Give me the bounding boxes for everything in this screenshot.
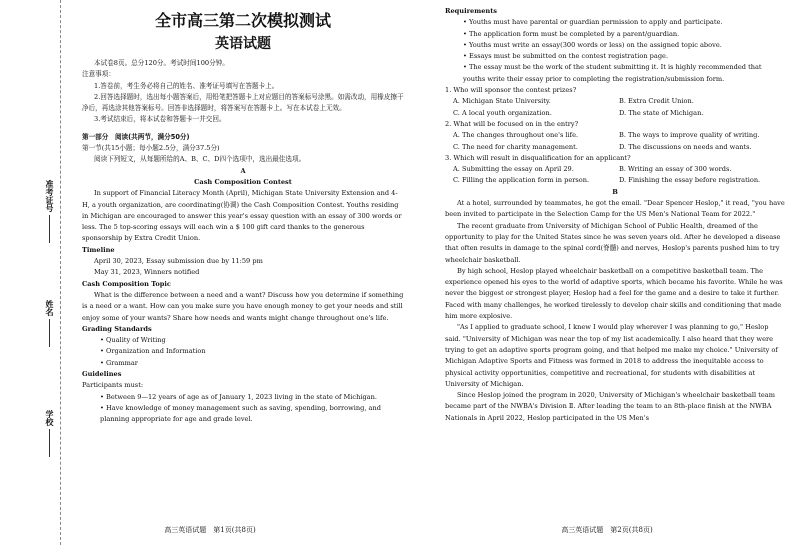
notice-heading: 注意事项： <box>82 70 115 79</box>
timeline-heading: Timeline <box>82 245 115 254</box>
timeline-item: May 31, 2023, Winners notified <box>94 268 200 277</box>
option: C. A local youth organization. <box>453 108 552 117</box>
exam-subject-title: 英语试题 <box>215 36 271 52</box>
name-label: 姓名 <box>44 300 55 347</box>
passage-letter: A <box>240 166 246 175</box>
option: D. Finishing the essay before registration. <box>619 176 761 185</box>
topic-text: What is the difference between a need and a want? Discuss how you determine if something is a need or a want. How can you make sure you have enough money to get your needs and still enjoy some of your wants? Share how needs and wants might change throughout one's life. <box>82 290 404 322</box>
passage-title: Cash Composition Contest <box>194 177 292 186</box>
guideline-item: • Have knowledge of money management such as saving, spending, borrowing, and planning appropriate for age and grade level. <box>100 403 381 424</box>
timeline-item: April 30, 2023, Essay submission due by 11:59 pm <box>94 257 263 266</box>
option: A. Submitting the essay on April 29. <box>453 165 574 174</box>
option: A. Michigan State University. <box>453 97 551 106</box>
question-2-options <box>445 130 785 153</box>
notice-item: 2.回答选择题时，选出每小题答案后，用铅笔把答题卡上对应题目的答案标号涂黑。如需改动，用橡皮擦干净后，再选涂其他答案标号。回答非选择题时，将答案写在答题卡上。写在本试卷上无效。 <box>82 92 404 113</box>
school-label: 学校 <box>44 410 55 457</box>
exam-number-label: 准考证号 <box>44 180 55 243</box>
passage-letter: B <box>612 187 618 196</box>
requirement-item: • The application form must be completed by a parent/guardian. <box>463 29 680 38</box>
page-1-content <box>82 6 404 426</box>
section-instructions: 阅读下列短文，从每题所给的A、B、C、D四个选项中，选出最佳选项。 <box>94 155 306 164</box>
option: C. The need for charity management. <box>453 142 578 151</box>
grading-item: • Quality of Writing <box>100 336 166 345</box>
option: D. The state of Michigan. <box>619 108 704 117</box>
question-2: 2. What will be focused on in the entry? <box>445 119 579 128</box>
grading-item: • Grammar <box>100 358 138 367</box>
question-3: 3. Which will result in disqualification for an applicant? <box>445 153 631 162</box>
option: B. Writing an essay of 300 words. <box>619 165 732 174</box>
option: D. The discussions on needs and wants. <box>619 142 752 151</box>
passage-paragraph: Since Heslop joined the program in 2020, University of Michigan's wheelchair basketball team became part of the NWBA's Division Ⅱ. After leading the team to an 8th-place finish at the NWBA Nationals in April 2022, Heslop participated in the US Men's <box>445 391 775 422</box>
exam-intro: 本试卷8页。总分120分。考试时间100分钟。 <box>94 59 229 67</box>
option: C. Filling the application form in person. <box>453 176 590 185</box>
question-3-options <box>445 164 785 187</box>
passage-paragraph: In support of Financial Literacy Month (April), Michigan State University Extension and 4-H, a youth organization, are coordinating(协调) the Cash Composition Contest. Youths residing in Michigan are encouraged to answer this year's essay question with an essay of 300 words or less. The 5 top-scoring essays will each win a $ 100 gift card thanks to the generous sponsorship by Extra Credit Union. <box>82 189 402 243</box>
requirement-item: • Essays must be submitted on the contest registration page. <box>463 52 669 61</box>
passage-paragraph: The recent graduate from University of Michigan School of Public Health, dreamed of the opportunity to play for the United States since he was seven years old. After he developed a disease that often results in damage to the spinal cord(脊髓) and nerves, Heslop's parents pushed him to try wheelchair basketball. <box>445 221 781 264</box>
passage-paragraph: By high school, Heslop played wheelchair basketball on a competitive basketball team. The experience opened his eyes to the world of adaptive sports, which became his favorite. While he was never the biggest or strongest player, Heslop had a feel for the game and a desire to take it further. Faced with many challenges, he worked tirelessly to develop chair skills and conditioning that made him more explosive. <box>445 266 783 321</box>
participants-label: Participants must: <box>82 381 144 390</box>
notice-item: 3.考试结束后，将本试卷和答题卡一并交回。 <box>94 115 226 124</box>
option: B. Extra Credit Union. <box>619 97 694 106</box>
option: B. The ways to improve quality of writing. <box>619 131 760 140</box>
question-1: 1. Who will sponsor the contest prizes? <box>445 86 577 95</box>
passage-paragraph: "As I applied to graduate school, I knew I would play wherever I was planning to go," Heslop said. "University of Michigan was near the top of my list academically. I also heard that they were trying to get an adaptive sports program going, and that helped me make my choice." University of Michigan Adaptive Sports and Fitness was formed in 2018 to address the inequitable access to physical activity opportunities, competitive and recreational, for students with disabilities at University of Michigan. <box>445 323 778 388</box>
topic-heading: Cash Composition Topic <box>82 279 171 288</box>
page-2 <box>420 0 794 545</box>
question-1-options <box>445 96 785 119</box>
requirement-item: • Youths must have parental or guardian permission to apply and participate. <box>463 18 723 27</box>
page-2-content <box>445 6 785 424</box>
page-1-footer: 高三英语试题 第1页(共8页) <box>164 526 256 534</box>
section-heading: 第一节(共15小题；每小题2.5分，满分37.5分) <box>82 144 220 153</box>
grading-item: • Organization and Information <box>100 347 206 356</box>
guideline-item: • Between 9—12 years of age as of January 1, 2023 living in the state of Michigan. <box>100 392 377 401</box>
part-heading: 第一部分 阅读(共两节，满分50分) <box>82 132 190 141</box>
requirement-item: • The essay must be the work of the student submitting it. It is highly recommended that youths write their essay prior to completing the registration/submission form. <box>463 63 762 83</box>
requirement-item: • Youths must write an essay(300 words or less) on the assigned topic above. <box>463 40 722 49</box>
page-2-footer: 高三英语试题 第2页(共8页) <box>561 526 653 534</box>
binding-strip <box>0 0 61 545</box>
option: A. The changes throughout one's life. <box>453 131 579 140</box>
exam-title: 全市高三第二次模拟测试 <box>154 11 331 30</box>
notice-item: 1.答卷前，考生务必将自己的姓名、准考证号填写在答题卡上。 <box>94 81 279 90</box>
grading-heading: Grading Standards <box>82 324 152 333</box>
guidelines-heading: Guidelines <box>82 370 122 379</box>
requirements-heading: Requirements <box>445 7 497 15</box>
passage-paragraph: At a hotel, surrounded by teammates, he got the email. "Dear Spencer Heslop," it read, "you have been invited to participate in the Selection Camp for the US Men's National Team for 2022." <box>445 199 785 219</box>
